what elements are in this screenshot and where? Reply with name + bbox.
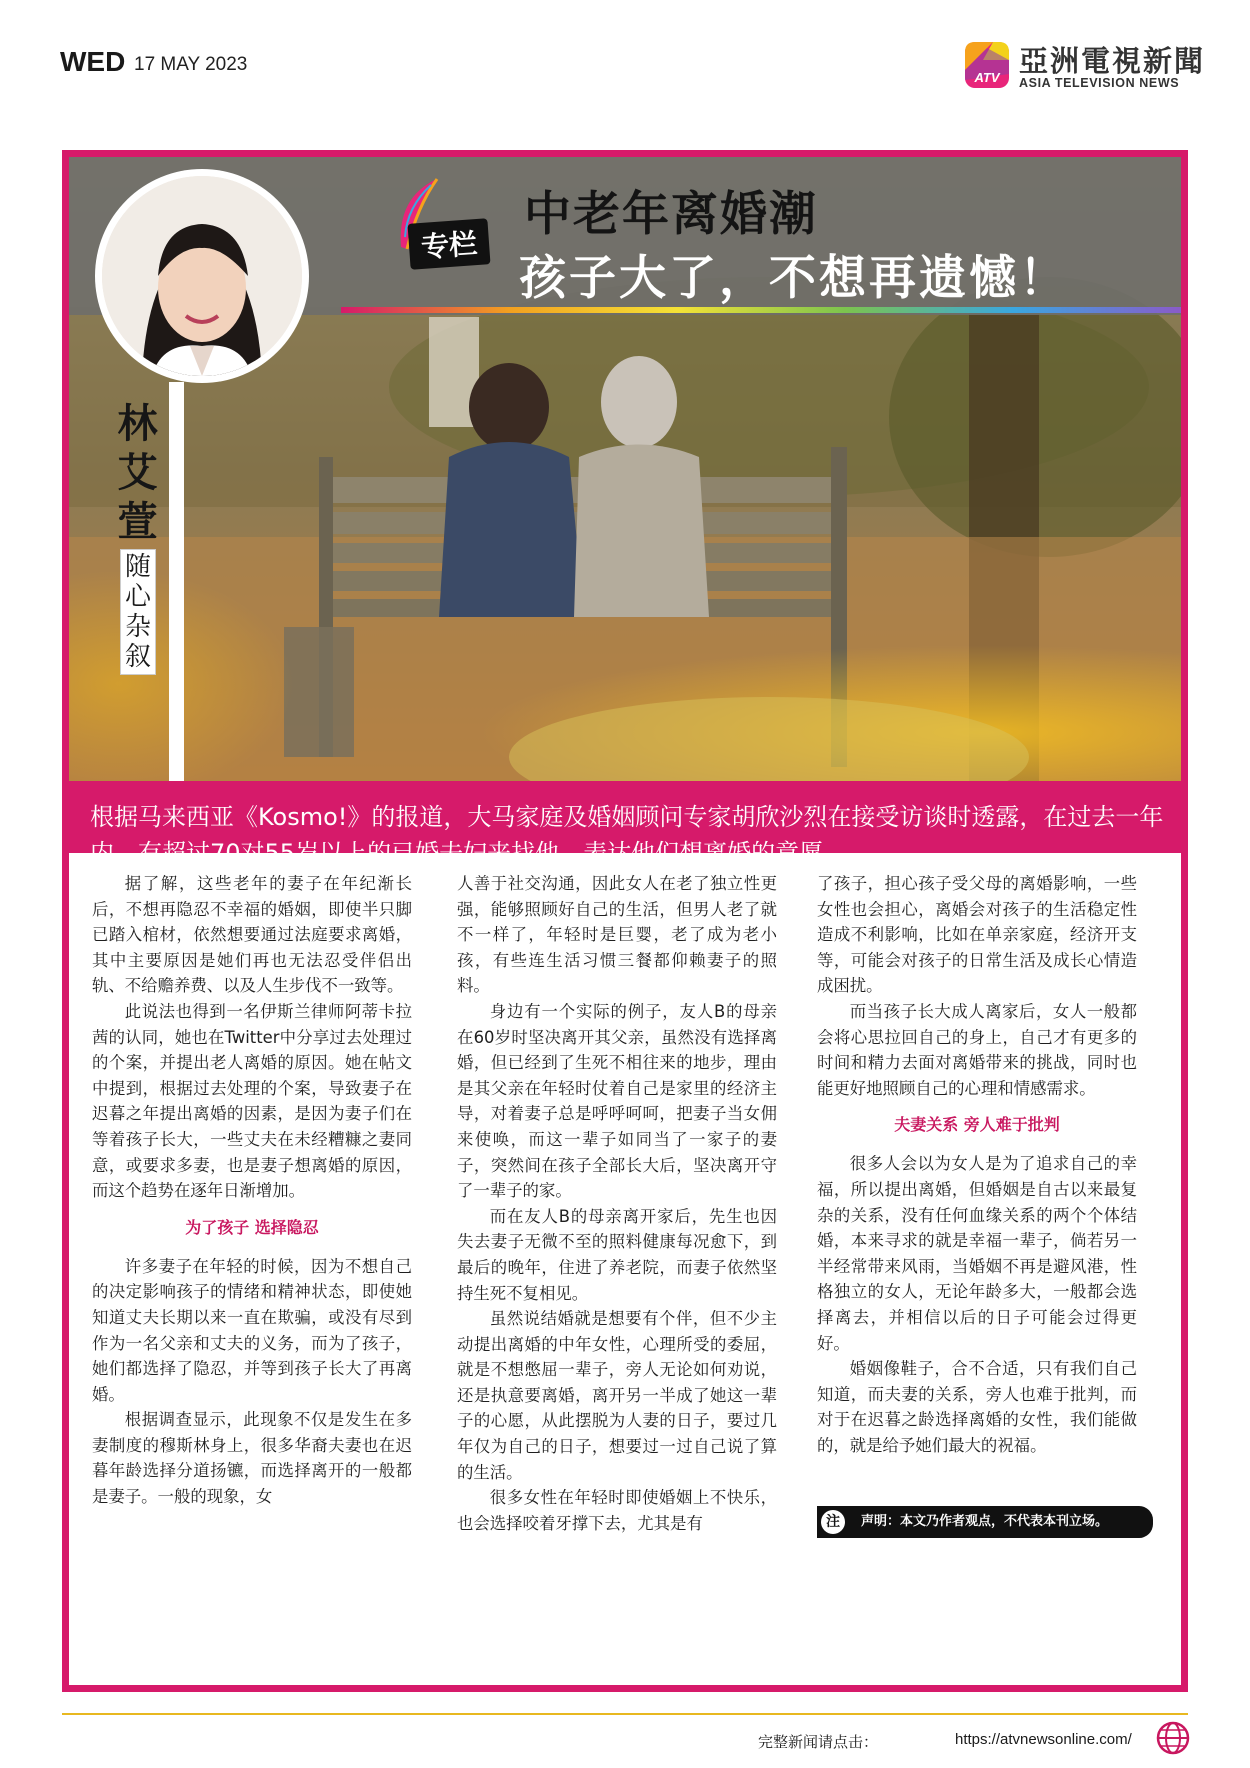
- globe-icon[interactable]: [1155, 1720, 1191, 1756]
- disclaimer-bar: [817, 1506, 1153, 1538]
- author-name: [110, 400, 165, 547]
- issue-date: 17 MAY 2023: [134, 54, 248, 75]
- paragraph: 而在友人B的母亲离开家后，先生也因失去妻子无微不至的照料健康每况愈下，到最后的晚年，住进了养老院，而妻子依然坚持生死不复相见。: [457, 1206, 777, 1303]
- brand-name-english: ASIA TELEVISION NEWS: [1019, 76, 1180, 90]
- author-portrait: [102, 176, 302, 376]
- article-frame: [62, 150, 1188, 1692]
- atv-logo-text: ATV: [974, 70, 1000, 85]
- column-badge: 专栏: [407, 218, 490, 269]
- paragraph: 虽然说结婚就是想要有个伴，但不少主动提出离婚的中年女性，心理所受的委屈，就是不想憋屈一辈子，旁人无论如何劝说，还是执意要离婚，离开另一半成了她这一辈子的心愿，从此摆脱为人妻的日子，要过几年仅为自己的日子，想要过一过自己说了算的生活。: [457, 1309, 777, 1482]
- paragraph: 而当孩子长大成人离家后，女人一般都会将心思拉回自己的身上，自己才有更多的时间和精力去面对离婚带来的挑战，同时也能更好地照顾自己的心理和情感需求。: [817, 1001, 1137, 1098]
- body-column-3: [817, 871, 1137, 1458]
- column-name-char: 心: [124, 582, 151, 612]
- note-icon: 注: [821, 1510, 845, 1534]
- paragraph: 许多妻子在年轻的时候，因为不想自己的决定影响孩子的情绪和精神状态，即使她知道丈夫长期以来一直在欺骗，或没有尽到作为一名父亲和丈夫的义务，而为了孩子，她们都选择了隐忍，并等到孩子长大了再离婚。: [92, 1256, 412, 1404]
- column-name-char: 随: [124, 552, 151, 582]
- section-heading: 为了孩子 选择隐忍: [185, 1217, 319, 1237]
- hero-panel: [69, 157, 1181, 781]
- paragraph: 据了解，这些老年的妻子在年纪渐长后，不想再隐忍不幸福的婚姻，即使半只脚已踏入棺材，依然想要通过法庭要求离婚，其中主要原因是她们再也无法忍受伴侣出轨、不给赡养费、以及人生步伐不一致等。: [92, 874, 412, 996]
- footer-divider: [62, 1713, 1188, 1715]
- author-name-char: 艾: [117, 450, 158, 496]
- paragraph: 很多女性在年轻时即使婚姻上不快乐，也会选择咬着牙撑下去，尤其是有: [457, 1488, 777, 1533]
- paragraph: 婚姻像鞋子，合不合适，只有我们自己知道，而夫妻的关系，旁人也难于批判，而对于在迟暮之龄选择离婚的女性，我们能做的，就是给予她们最大的祝福。: [817, 1359, 1137, 1455]
- article-body: [69, 853, 1181, 1685]
- footer-link[interactable]: https://atvnewsonline.com/: [955, 1731, 1132, 1748]
- page-header: [0, 0, 1250, 110]
- paragraph: 了孩子，担心孩子受父母的离婚影响，一些女性也会担心，离婚会对孩子的生活稳定性造成不利影响，比如在单亲家庭，经济开支等，可能会对孩子的日常生活及成长心情造成困扰。: [817, 874, 1137, 996]
- footer-label: 完整新闻请点击：: [758, 1733, 879, 1751]
- lead-paragraph: 根据马来西亚《Kosmo!》的报道，大马家庭及婚姻顾问专家胡欣沙烈在接受访谈时透露，在过去一年: [90, 803, 1164, 831]
- author-name-char: 林: [117, 401, 158, 447]
- author-name-char: 萱: [117, 499, 158, 545]
- body-column-2: [457, 871, 777, 1536]
- paragraph: 身边有一个实际的例子，友人B的母亲在60岁时坚决离开其父亲，虽然没有选择离婚，但已经到了生死不相往来的地步，理由是其父亲在年轻时仗着自己是家里的经济主导，对着妻子总是呼呼呵呵，把妻子当女佣来使唤，而这一辈子如同当了一家子的妻子，突然间在孩子全部长大后，坚决离开守了一辈子的家。: [457, 1001, 777, 1201]
- headline-line-2: 孩子大了，不想再遗憾！: [519, 251, 1069, 306]
- author-portrait-image: [102, 176, 302, 376]
- column-name-char: 杂: [124, 612, 151, 642]
- author-strip: [169, 382, 184, 781]
- paragraph: 人善于社交沟通，因此女人在老了独立性更强，能够照顾好自己的生活，但男人老了就不一样了，年轻时是巨婴，老了成为老小孩，有些连生活习惯三餐都仰赖妻子的照料。: [457, 874, 777, 996]
- paragraph: 此说法也得到一名伊斯兰律师阿蒂卡拉茜的认同，她也在Twitter中分享过去处理过的个案，并提出老人离婚的原因。她在帖文中提到，根据过去处理的个案，导致妻子在迟暮之年提出离婚的因素，是因为妻子们在等着孩子长大，一些丈夫在未经糟糠之妻同意，或要求多妻，也是妻子想离婚的原因，而这个趋势在逐年日渐增加。: [92, 1001, 412, 1201]
- brand-name-chinese: 亞洲電視新聞: [1019, 44, 1206, 78]
- body-column-1: [92, 871, 412, 1510]
- column-name-char: 叙: [124, 642, 151, 672]
- weekday: WED: [60, 46, 126, 77]
- atv-logo-icon: [963, 40, 1011, 90]
- column-name: [120, 549, 156, 675]
- section-heading: 夫妻关系 旁人难于批判: [894, 1115, 1060, 1135]
- headline-line-1: 中老年离婚潮: [524, 187, 818, 242]
- paragraph: 很多人会以为女人是为了追求自己的幸福，所以提出离婚，但婚姻是自古以来最复杂的关系，没有任何血缘关系的两个个体结婚，本来寻求的就是幸福一辈子，倘若另一半经常带来风雨，当婚姻不再是避风港，性格独立的女人，无论年龄多大，一般都会选择离去，并相信以后的日子可能会过得更好。: [817, 1154, 1137, 1353]
- paragraph: 根据调查显示，此现象不仅是发生在多妻制度的穆斯林身上，很多华裔夫妻也在迟暮年龄选择分道扬镳，而选择离开的一般都是妻子。一般的现象，女: [92, 1410, 412, 1507]
- disclaimer-text: 声明：本文乃作者观点，不代表本刊立场。: [861, 1514, 1109, 1529]
